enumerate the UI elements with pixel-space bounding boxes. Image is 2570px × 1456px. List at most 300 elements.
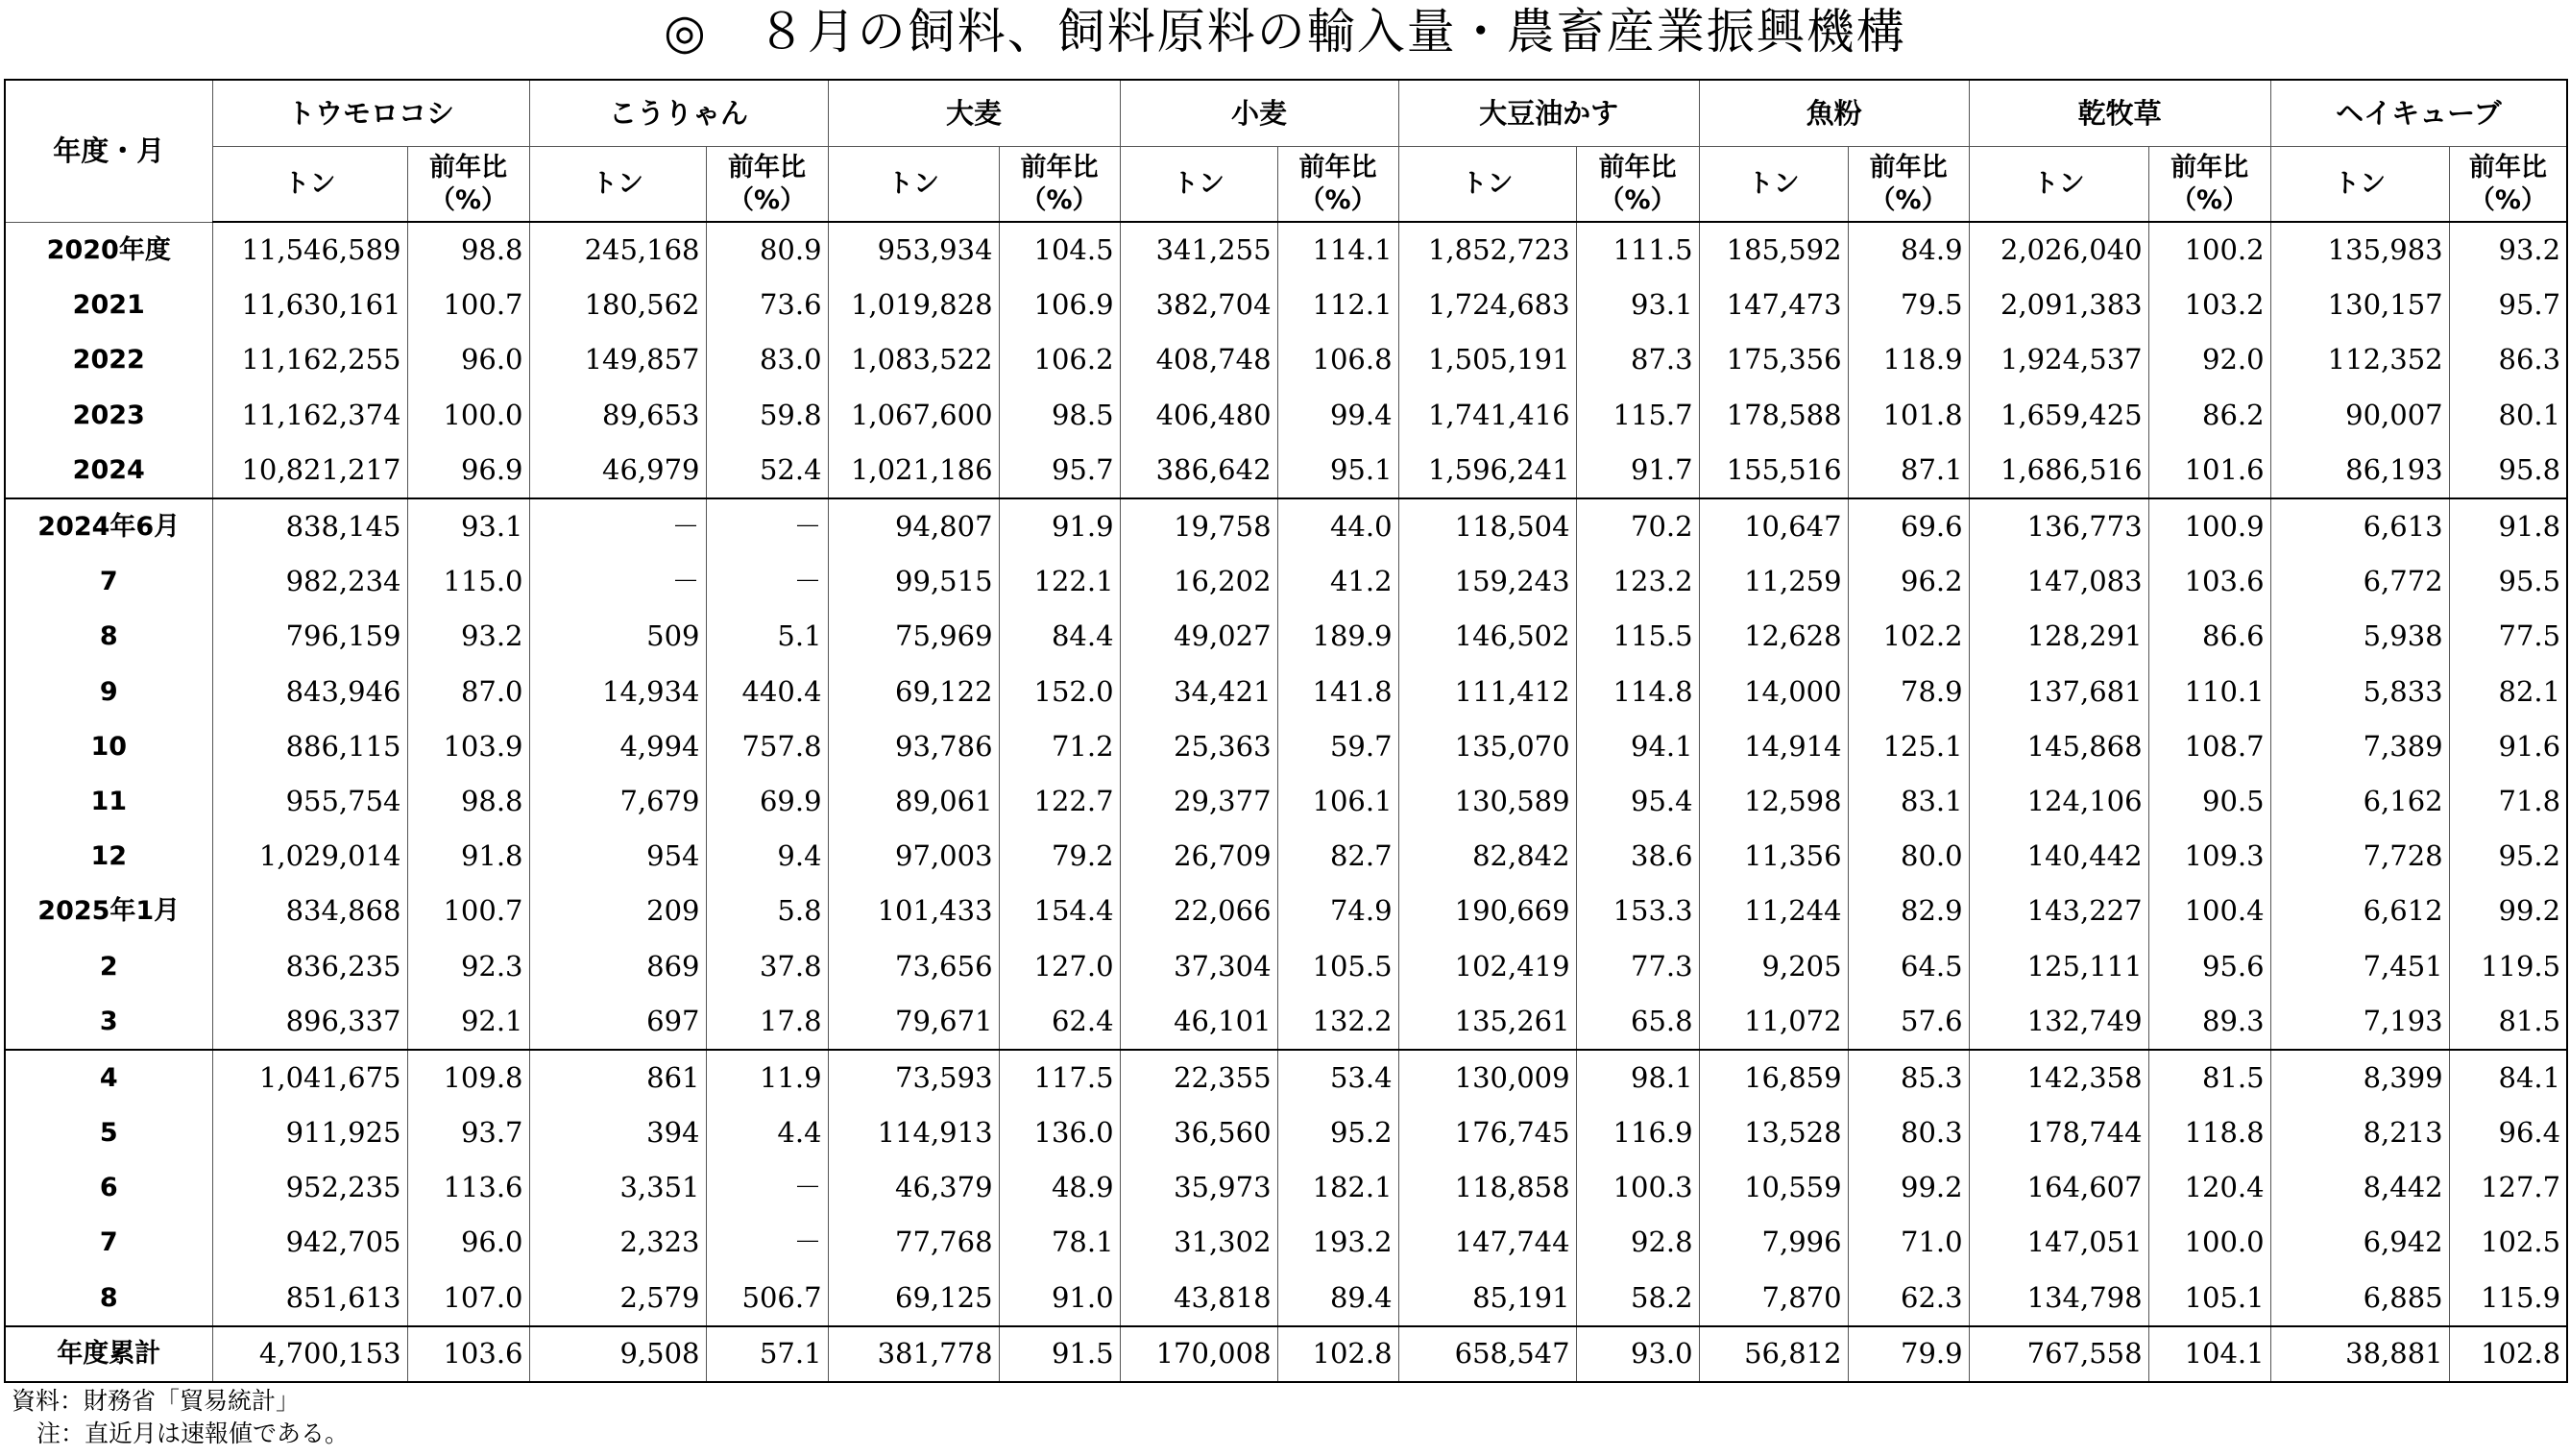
tonnage-cell: 3,351 — [529, 1160, 706, 1215]
tonnage-cell: 178,588 — [1699, 388, 1848, 443]
yoy-ratio-cell: 77.5 — [2449, 609, 2567, 664]
row-label: 2023 — [5, 388, 212, 443]
page-title: ◎ ８月の飼料、飼料原料の輸入量・農畜産業振興機構 — [664, 4, 1906, 60]
yoy-ratio-cell: 103.6 — [2148, 554, 2270, 609]
yoy-ratio-cell: 41.2 — [1277, 554, 1398, 609]
tonnage-cell: 1,083,522 — [828, 332, 999, 387]
tonnage-cell: 147,473 — [1699, 278, 1848, 332]
tonnage-cell: 8,442 — [2270, 1160, 2449, 1215]
row-label: 2020年度 — [5, 222, 212, 278]
yoy-ratio-cell: 115.0 — [407, 554, 529, 609]
tonnage-cell: 118,858 — [1398, 1160, 1576, 1215]
yoy-ratio-cell: 5.8 — [706, 884, 828, 938]
yoy-ratio-cell: 122.7 — [999, 774, 1120, 829]
product-header: 大麦 — [828, 80, 1120, 147]
unit-ton-header: トン — [828, 147, 999, 223]
yoy-ratio-cell: 114.8 — [1576, 665, 1699, 719]
yoy-ratio-cell: 132.2 — [1277, 994, 1398, 1050]
tonnage-cell: 73,656 — [828, 938, 999, 993]
tonnage-cell: 56,812 — [1699, 1326, 1848, 1382]
yoy-ratio-cell: － — [706, 1215, 828, 1270]
yoy-ratio-cell: 127.0 — [999, 938, 1120, 993]
yoy-ratio-cell: － — [706, 1160, 828, 1215]
tonnage-cell: 381,778 — [828, 1326, 999, 1382]
yoy-ratio-cell: 109.8 — [407, 1050, 529, 1105]
product-header: 魚粉 — [1699, 80, 1969, 147]
product-header: トウモロコシ — [212, 80, 529, 147]
table-row — [5, 222, 2567, 278]
table-row — [5, 388, 2567, 443]
tonnage-cell: 89,653 — [529, 388, 706, 443]
yoy-ratio-header: 前年比 （%） — [2148, 147, 2270, 223]
yoy-ratio-cell: 103.9 — [407, 719, 529, 774]
tonnage-cell: 394 — [529, 1105, 706, 1160]
unit-ton-header: トン — [1969, 147, 2148, 223]
tonnage-cell: 13,528 — [1699, 1105, 1848, 1160]
tonnage-cell: 22,066 — [1120, 884, 1277, 938]
yoy-ratio-cell: 91.0 — [999, 1271, 1120, 1326]
tonnage-cell: 137,681 — [1969, 665, 2148, 719]
tonnage-cell: 93,786 — [828, 719, 999, 774]
tonnage-cell: 147,744 — [1398, 1215, 1576, 1270]
yoy-ratio-cell: 95.7 — [2449, 278, 2567, 332]
tonnage-cell: 101,433 — [828, 884, 999, 938]
yoy-ratio-cell: 122.1 — [999, 554, 1120, 609]
tonnage-cell: 341,255 — [1120, 222, 1277, 278]
row-label: 10 — [5, 719, 212, 774]
tonnage-cell: 25,363 — [1120, 719, 1277, 774]
tonnage-cell: 19,758 — [1120, 498, 1277, 554]
yoy-ratio-cell: 85.3 — [1848, 1050, 1969, 1105]
yoy-ratio-cell: 95.6 — [2148, 938, 2270, 993]
tonnage-cell: 82,842 — [1398, 829, 1576, 884]
tonnage-cell: 112,352 — [2270, 332, 2449, 387]
row-label: 7 — [5, 1215, 212, 1270]
tonnage-cell: 7,451 — [2270, 938, 2449, 993]
yoy-ratio-cell: 4.4 — [706, 1105, 828, 1160]
yoy-ratio-cell: 92.3 — [407, 938, 529, 993]
yoy-ratio-cell: 93.2 — [407, 609, 529, 664]
tonnage-cell: 111,412 — [1398, 665, 1576, 719]
tonnage-cell: 79,671 — [828, 994, 999, 1050]
tonnage-cell: 1,029,014 — [212, 829, 407, 884]
tonnage-cell: 896,337 — [212, 994, 407, 1050]
tonnage-cell: 125,111 — [1969, 938, 2148, 993]
tonnage-cell: 134,798 — [1969, 1271, 2148, 1326]
yoy-ratio-cell: 62.4 — [999, 994, 1120, 1050]
tonnage-cell: 1,924,537 — [1969, 332, 2148, 387]
tonnage-cell: 164,607 — [1969, 1160, 2148, 1215]
tonnage-cell: 11,244 — [1699, 884, 1848, 938]
tonnage-cell: 10,647 — [1699, 498, 1848, 554]
tonnage-cell: 11,546,589 — [212, 222, 407, 278]
row-label: 8 — [5, 609, 212, 664]
yoy-ratio-cell: 98.8 — [407, 774, 529, 829]
yoy-ratio-header: 前年比 （%） — [1576, 147, 1699, 223]
yoy-ratio-cell: 506.7 — [706, 1271, 828, 1326]
tonnage-cell: 135,983 — [2270, 222, 2449, 278]
table-row — [5, 1050, 2567, 1105]
table-row — [5, 1105, 2567, 1160]
tonnage-cell: 2,026,040 — [1969, 222, 2148, 278]
tonnage-cell: 73,593 — [828, 1050, 999, 1105]
tonnage-cell: 834,868 — [212, 884, 407, 938]
tonnage-cell: 12,598 — [1699, 774, 1848, 829]
tonnage-cell: 142,358 — [1969, 1050, 2148, 1105]
yoy-ratio-cell: 440.4 — [706, 665, 828, 719]
tonnage-cell: 1,659,425 — [1969, 388, 2148, 443]
tonnage-cell: 6,613 — [2270, 498, 2449, 554]
import-volume-table — [4, 79, 2568, 1383]
yoy-ratio-cell: 11.9 — [706, 1050, 828, 1105]
yoy-ratio-cell: 78.1 — [999, 1215, 1120, 1270]
yoy-ratio-cell: 86.2 — [2148, 388, 2270, 443]
yoy-ratio-cell: 189.9 — [1277, 609, 1398, 664]
table-row — [5, 332, 2567, 387]
yoy-ratio-cell: 115.5 — [1576, 609, 1699, 664]
yoy-ratio-cell: 62.3 — [1848, 1271, 1969, 1326]
tonnage-cell: 843,946 — [212, 665, 407, 719]
tonnage-cell: 130,157 — [2270, 278, 2449, 332]
tonnage-cell: 509 — [529, 609, 706, 664]
tonnage-cell: 145,868 — [1969, 719, 2148, 774]
yoy-ratio-cell: 81.5 — [2449, 994, 2567, 1050]
yoy-ratio-cell: 100.3 — [1576, 1160, 1699, 1215]
tonnage-cell: 49,027 — [1120, 609, 1277, 664]
unit-ton-header: トン — [1398, 147, 1576, 223]
yoy-ratio-cell: 93.2 — [2449, 222, 2567, 278]
yoy-ratio-cell: 99.2 — [1848, 1160, 1969, 1215]
yoy-ratio-cell: 99.4 — [1277, 388, 1398, 443]
yoy-ratio-cell: 53.4 — [1277, 1050, 1398, 1105]
yoy-ratio-cell: 106.2 — [999, 332, 1120, 387]
yoy-ratio-cell: 83.0 — [706, 332, 828, 387]
yoy-ratio-cell: 91.8 — [2449, 498, 2567, 554]
yoy-ratio-cell: 104.5 — [999, 222, 1120, 278]
yoy-ratio-cell: 70.2 — [1576, 498, 1699, 554]
tonnage-cell: 7,870 — [1699, 1271, 1848, 1326]
table-row — [5, 443, 2567, 498]
tonnage-cell: 861 — [529, 1050, 706, 1105]
tonnage-cell: 136,773 — [1969, 498, 2148, 554]
tonnage-cell: 6,942 — [2270, 1215, 2449, 1270]
yoy-ratio-cell: 82.1 — [2449, 665, 2567, 719]
tonnage-cell: 1,505,191 — [1398, 332, 1576, 387]
tonnage-cell: 14,934 — [529, 665, 706, 719]
table-row — [5, 554, 2567, 609]
table-row — [5, 1160, 2567, 1215]
yoy-ratio-cell: 100.9 — [2148, 498, 2270, 554]
tonnage-cell: 5,938 — [2270, 609, 2449, 664]
yoy-ratio-cell: 79.2 — [999, 829, 1120, 884]
yoy-ratio-cell: 80.3 — [1848, 1105, 1969, 1160]
yoy-ratio-cell: 94.1 — [1576, 719, 1699, 774]
row-label: 5 — [5, 1105, 212, 1160]
unit-ton-header: トン — [1699, 147, 1848, 223]
yoy-ratio-cell: 87.0 — [407, 665, 529, 719]
table-row — [5, 498, 2567, 554]
yoy-ratio-cell: 115.9 — [2449, 1271, 2567, 1326]
tonnage-cell: 22,355 — [1120, 1050, 1277, 1105]
table-row — [5, 1215, 2567, 1270]
tonnage-cell: 1,724,683 — [1398, 278, 1576, 332]
yoy-ratio-cell: 105.5 — [1277, 938, 1398, 993]
tonnage-cell: 10,559 — [1699, 1160, 1848, 1215]
tonnage-cell: 37,304 — [1120, 938, 1277, 993]
tonnage-cell: 1,041,675 — [212, 1050, 407, 1105]
tonnage-cell: 6,162 — [2270, 774, 2449, 829]
yoy-ratio-cell: 127.7 — [2449, 1160, 2567, 1215]
tonnage-cell: 8,399 — [2270, 1050, 2449, 1105]
tonnage-cell: 886,115 — [212, 719, 407, 774]
tonnage-cell: 4,994 — [529, 719, 706, 774]
tonnage-cell: 7,389 — [2270, 719, 2449, 774]
product-header: 小麦 — [1120, 80, 1398, 147]
row-label: 3 — [5, 994, 212, 1050]
tonnage-cell: 767,558 — [1969, 1326, 2148, 1382]
tonnage-cell: 209 — [529, 884, 706, 938]
row-label: 11 — [5, 774, 212, 829]
row-label: 4 — [5, 1050, 212, 1105]
yoy-ratio-cell: 71.2 — [999, 719, 1120, 774]
tonnage-cell: 147,083 — [1969, 554, 2148, 609]
tonnage-cell: 869 — [529, 938, 706, 993]
row-label: 12 — [5, 829, 212, 884]
yoy-ratio-cell: 106.9 — [999, 278, 1120, 332]
yoy-ratio-cell: 108.7 — [2148, 719, 2270, 774]
tonnage-cell: 114,913 — [828, 1105, 999, 1160]
tonnage-cell: 35,973 — [1120, 1160, 1277, 1215]
tonnage-cell: 43,818 — [1120, 1271, 1277, 1326]
yoy-ratio-cell: 102.8 — [2449, 1326, 2567, 1382]
yoy-ratio-cell: 91.8 — [407, 829, 529, 884]
yoy-ratio-cell: 38.6 — [1576, 829, 1699, 884]
yoy-ratio-header: 前年比 （%） — [407, 147, 529, 223]
yoy-ratio-cell: 98.1 — [1576, 1050, 1699, 1105]
yoy-ratio-cell: 95.4 — [1576, 774, 1699, 829]
tonnage-cell: 955,754 — [212, 774, 407, 829]
yoy-ratio-cell: 757.8 — [706, 719, 828, 774]
row-label: 2025年1月 — [5, 884, 212, 938]
tonnage-cell: 953,934 — [828, 222, 999, 278]
yoy-ratio-cell: 119.5 — [2449, 938, 2567, 993]
yoy-ratio-header: 前年比 （%） — [2449, 147, 2567, 223]
yoy-ratio-cell: 182.1 — [1277, 1160, 1398, 1215]
yoy-ratio-cell: 93.1 — [1576, 278, 1699, 332]
yoy-ratio-cell: 84.4 — [999, 609, 1120, 664]
table-row — [5, 719, 2567, 774]
yoy-ratio-cell: 109.3 — [2148, 829, 2270, 884]
tonnage-cell: 7,996 — [1699, 1215, 1848, 1270]
yoy-ratio-cell: 86.3 — [2449, 332, 2567, 387]
tonnage-cell: 170,008 — [1120, 1326, 1277, 1382]
yoy-ratio-cell: 100.2 — [2148, 222, 2270, 278]
yoy-ratio-cell: 91.7 — [1576, 443, 1699, 498]
row-label: 2022 — [5, 332, 212, 387]
yoy-ratio-header: 前年比 （%） — [1277, 147, 1398, 223]
table-row — [5, 1271, 2567, 1326]
yoy-ratio-cell: 107.0 — [407, 1271, 529, 1326]
yoy-ratio-cell: 102.5 — [2449, 1215, 2567, 1270]
unit-ton-header: トン — [529, 147, 706, 223]
row-label: 9 — [5, 665, 212, 719]
tonnage-cell: 11,356 — [1699, 829, 1848, 884]
tonnage-cell: 406,480 — [1120, 388, 1277, 443]
tonnage-cell: 94,807 — [828, 498, 999, 554]
tonnage-cell: 7,728 — [2270, 829, 2449, 884]
tonnage-cell: 143,227 — [1969, 884, 2148, 938]
yoy-ratio-cell: 103.2 — [2148, 278, 2270, 332]
yoy-ratio-cell: － — [706, 498, 828, 554]
tonnage-cell: 796,159 — [212, 609, 407, 664]
yoy-ratio-cell: 95.8 — [2449, 443, 2567, 498]
yoy-ratio-cell: 80.1 — [2449, 388, 2567, 443]
tonnage-cell: 16,202 — [1120, 554, 1277, 609]
yoy-ratio-cell: 95.2 — [2449, 829, 2567, 884]
yoy-ratio-cell: 90.5 — [2148, 774, 2270, 829]
yoy-ratio-cell: 92.8 — [1576, 1215, 1699, 1270]
yoy-ratio-cell: 74.9 — [1277, 884, 1398, 938]
yoy-ratio-cell: 71.8 — [2449, 774, 2567, 829]
yoy-ratio-header: 前年比 （%） — [706, 147, 828, 223]
yoy-ratio-cell: 118.8 — [2148, 1105, 2270, 1160]
tonnage-cell: 838,145 — [212, 498, 407, 554]
tonnage-cell: 1,741,416 — [1398, 388, 1576, 443]
yoy-ratio-cell: 91.6 — [2449, 719, 2567, 774]
yoy-ratio-cell: 125.1 — [1848, 719, 1969, 774]
yoy-ratio-cell: 96.4 — [2449, 1105, 2567, 1160]
row-label: 2021 — [5, 278, 212, 332]
table-row — [5, 938, 2567, 993]
row-label: 年度累計 — [5, 1326, 212, 1382]
yoy-ratio-cell: 17.8 — [706, 994, 828, 1050]
tonnage-cell: 34,421 — [1120, 665, 1277, 719]
tonnage-cell: 89,061 — [828, 774, 999, 829]
yoy-ratio-cell: 69.9 — [706, 774, 828, 829]
tonnage-cell: － — [529, 498, 706, 554]
yoy-ratio-cell: 59.8 — [706, 388, 828, 443]
yoy-ratio-cell: 59.7 — [1277, 719, 1398, 774]
tonnage-cell: 180,562 — [529, 278, 706, 332]
yoy-ratio-cell: 57.1 — [706, 1326, 828, 1382]
tonnage-cell: 386,642 — [1120, 443, 1277, 498]
yoy-ratio-cell: 84.9 — [1848, 222, 1969, 278]
tonnage-cell: 2,091,383 — [1969, 278, 2148, 332]
table-row — [5, 609, 2567, 664]
yoy-ratio-cell: 102.2 — [1848, 609, 1969, 664]
yoy-ratio-cell: 116.9 — [1576, 1105, 1699, 1160]
yoy-ratio-cell: 91.9 — [999, 498, 1120, 554]
yoy-ratio-cell: 112.1 — [1277, 278, 1398, 332]
yoy-ratio-cell: 100.0 — [2148, 1215, 2270, 1270]
tonnage-cell: 1,852,723 — [1398, 222, 1576, 278]
yoy-ratio-cell: 193.2 — [1277, 1215, 1398, 1270]
yoy-ratio-cell: 123.2 — [1576, 554, 1699, 609]
tonnage-cell: 176,745 — [1398, 1105, 1576, 1160]
yoy-ratio-cell: 98.8 — [407, 222, 529, 278]
tonnage-cell: 146,502 — [1398, 609, 1576, 664]
yoy-ratio-cell: 101.6 — [2148, 443, 2270, 498]
yoy-ratio-cell: 104.1 — [2148, 1326, 2270, 1382]
tonnage-cell: 5,833 — [2270, 665, 2449, 719]
yoy-ratio-cell: 91.5 — [999, 1326, 1120, 1382]
tonnage-cell: 382,704 — [1120, 278, 1277, 332]
table-row — [5, 774, 2567, 829]
tonnage-cell: 140,442 — [1969, 829, 2148, 884]
table-row — [5, 665, 2567, 719]
yoy-ratio-cell: 106.1 — [1277, 774, 1398, 829]
row-label: 2 — [5, 938, 212, 993]
tonnage-cell: 36,560 — [1120, 1105, 1277, 1160]
yoy-ratio-cell: 98.5 — [999, 388, 1120, 443]
tonnage-cell: 178,744 — [1969, 1105, 2148, 1160]
yoy-ratio-cell: 89.4 — [1277, 1271, 1398, 1326]
yoy-ratio-cell: 69.6 — [1848, 498, 1969, 554]
year-month-header: 年度・月 — [5, 80, 212, 222]
tonnage-cell: 124,106 — [1969, 774, 2148, 829]
row-label: 2024年6月 — [5, 498, 212, 554]
tonnage-cell: 6,885 — [2270, 1271, 2449, 1326]
tonnage-cell: 1,019,828 — [828, 278, 999, 332]
unit-ton-header: トン — [1120, 147, 1277, 223]
tonnage-cell: 46,101 — [1120, 994, 1277, 1050]
yoy-ratio-cell: 52.4 — [706, 443, 828, 498]
yoy-ratio-cell: 57.6 — [1848, 994, 1969, 1050]
yoy-ratio-cell: 73.6 — [706, 278, 828, 332]
yoy-ratio-cell: 100.7 — [407, 884, 529, 938]
tonnage-cell: 46,379 — [828, 1160, 999, 1215]
tonnage-cell: 658,547 — [1398, 1326, 1576, 1382]
table-row — [5, 994, 2567, 1050]
tonnage-cell: 31,302 — [1120, 1215, 1277, 1270]
yoy-ratio-cell: 9.4 — [706, 829, 828, 884]
tonnage-cell: 7,193 — [2270, 994, 2449, 1050]
yoy-ratio-cell: 136.0 — [999, 1105, 1120, 1160]
yoy-ratio-cell: 77.3 — [1576, 938, 1699, 993]
tonnage-cell: 1,596,241 — [1398, 443, 1576, 498]
yoy-ratio-cell: 96.0 — [407, 1215, 529, 1270]
yoy-ratio-cell: 89.3 — [2148, 994, 2270, 1050]
tonnage-cell: 46,979 — [529, 443, 706, 498]
tonnage-cell: 128,291 — [1969, 609, 2148, 664]
yoy-ratio-cell: 92.0 — [2148, 332, 2270, 387]
table-row — [5, 884, 2567, 938]
yoy-ratio-cell: 48.9 — [999, 1160, 1120, 1215]
tonnage-cell: 77,768 — [828, 1215, 999, 1270]
preliminary-note: 注：直近月は速報値である。 — [36, 1420, 350, 1447]
yoy-ratio-cell: 82.9 — [1848, 884, 1969, 938]
tonnage-cell: 69,125 — [828, 1271, 999, 1326]
yoy-ratio-cell: 103.6 — [407, 1326, 529, 1382]
row-label: 6 — [5, 1160, 212, 1215]
tonnage-cell: 86,193 — [2270, 443, 2449, 498]
table-row — [5, 829, 2567, 884]
yoy-ratio-cell: 113.6 — [407, 1160, 529, 1215]
tonnage-cell: 185,592 — [1699, 222, 1848, 278]
tonnage-cell: 132,749 — [1969, 994, 2148, 1050]
yoy-ratio-cell: 71.0 — [1848, 1215, 1969, 1270]
tonnage-cell: 911,925 — [212, 1105, 407, 1160]
product-header: こうりゃん — [529, 80, 828, 147]
table-row — [5, 1326, 2567, 1382]
tonnage-cell: 130,009 — [1398, 1050, 1576, 1105]
tonnage-cell: 175,356 — [1699, 332, 1848, 387]
source-note: 資料：財務省「貿易統計」 — [12, 1387, 301, 1415]
yoy-ratio-cell: 96.9 — [407, 443, 529, 498]
unit-ton-header: トン — [212, 147, 407, 223]
tonnage-cell: 135,261 — [1398, 994, 1576, 1050]
tonnage-cell: 952,235 — [212, 1160, 407, 1215]
